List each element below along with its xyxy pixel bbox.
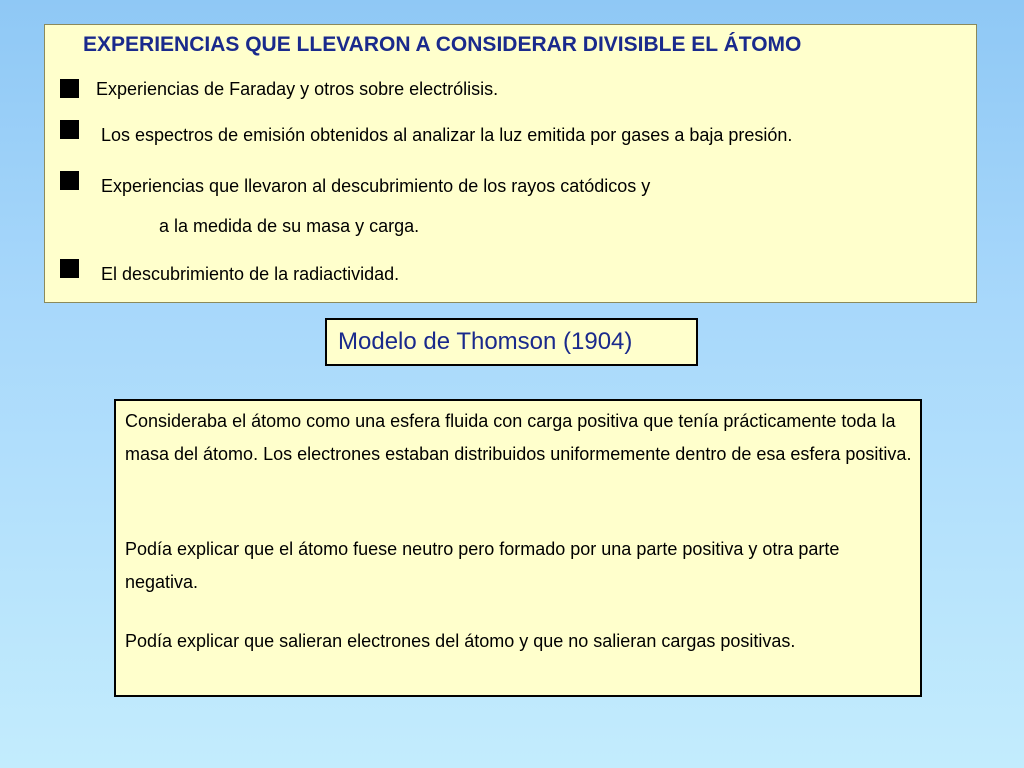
bullet-continuation: a la medida de su masa y carga. [159, 216, 420, 236]
experiencias-title: EXPERIENCIAS QUE LLEVARON A CONSIDERAR DIVISIBLE EL ÁTOMO [83, 33, 802, 56]
bullet-text: Los espectros de emisión obtenidos al analizar la luz emitida por gases a baja presión. [101, 125, 793, 145]
bullet-text: Experiencias de Faraday y otros sobre electrólisis. [96, 79, 499, 99]
bullet-text: Experiencias que llevaron al descubrimiento de los rayos catódicos y [101, 176, 651, 196]
experiencias-box [44, 24, 977, 303]
bullet-text: El descubrimiento de la radiactividad. [101, 264, 400, 284]
thomson-description-box [114, 399, 922, 697]
thomson-title: Modelo de Thomson (1904) [338, 328, 633, 355]
square-bullet-icon [60, 120, 79, 139]
square-bullet-icon [60, 79, 79, 98]
square-bullet-icon [60, 171, 79, 190]
description-paragraph: Podía explicar que el átomo fuese neutro pero formado por una parte positiva y otra parte negativa. [125, 539, 840, 592]
square-bullet-icon [60, 259, 79, 278]
description-paragraph: Podía explicar que salieran electrones del átomo y que no salieran cargas positivas. [125, 631, 796, 651]
thomson-title-box [325, 318, 698, 366]
description-paragraph: Consideraba el átomo como una esfera fluida con carga positiva que tenía prácticamente toda la masa del átomo. Los electrones estaban distribuidos uniformemente dentro de esa esfera positiva. [125, 411, 912, 464]
